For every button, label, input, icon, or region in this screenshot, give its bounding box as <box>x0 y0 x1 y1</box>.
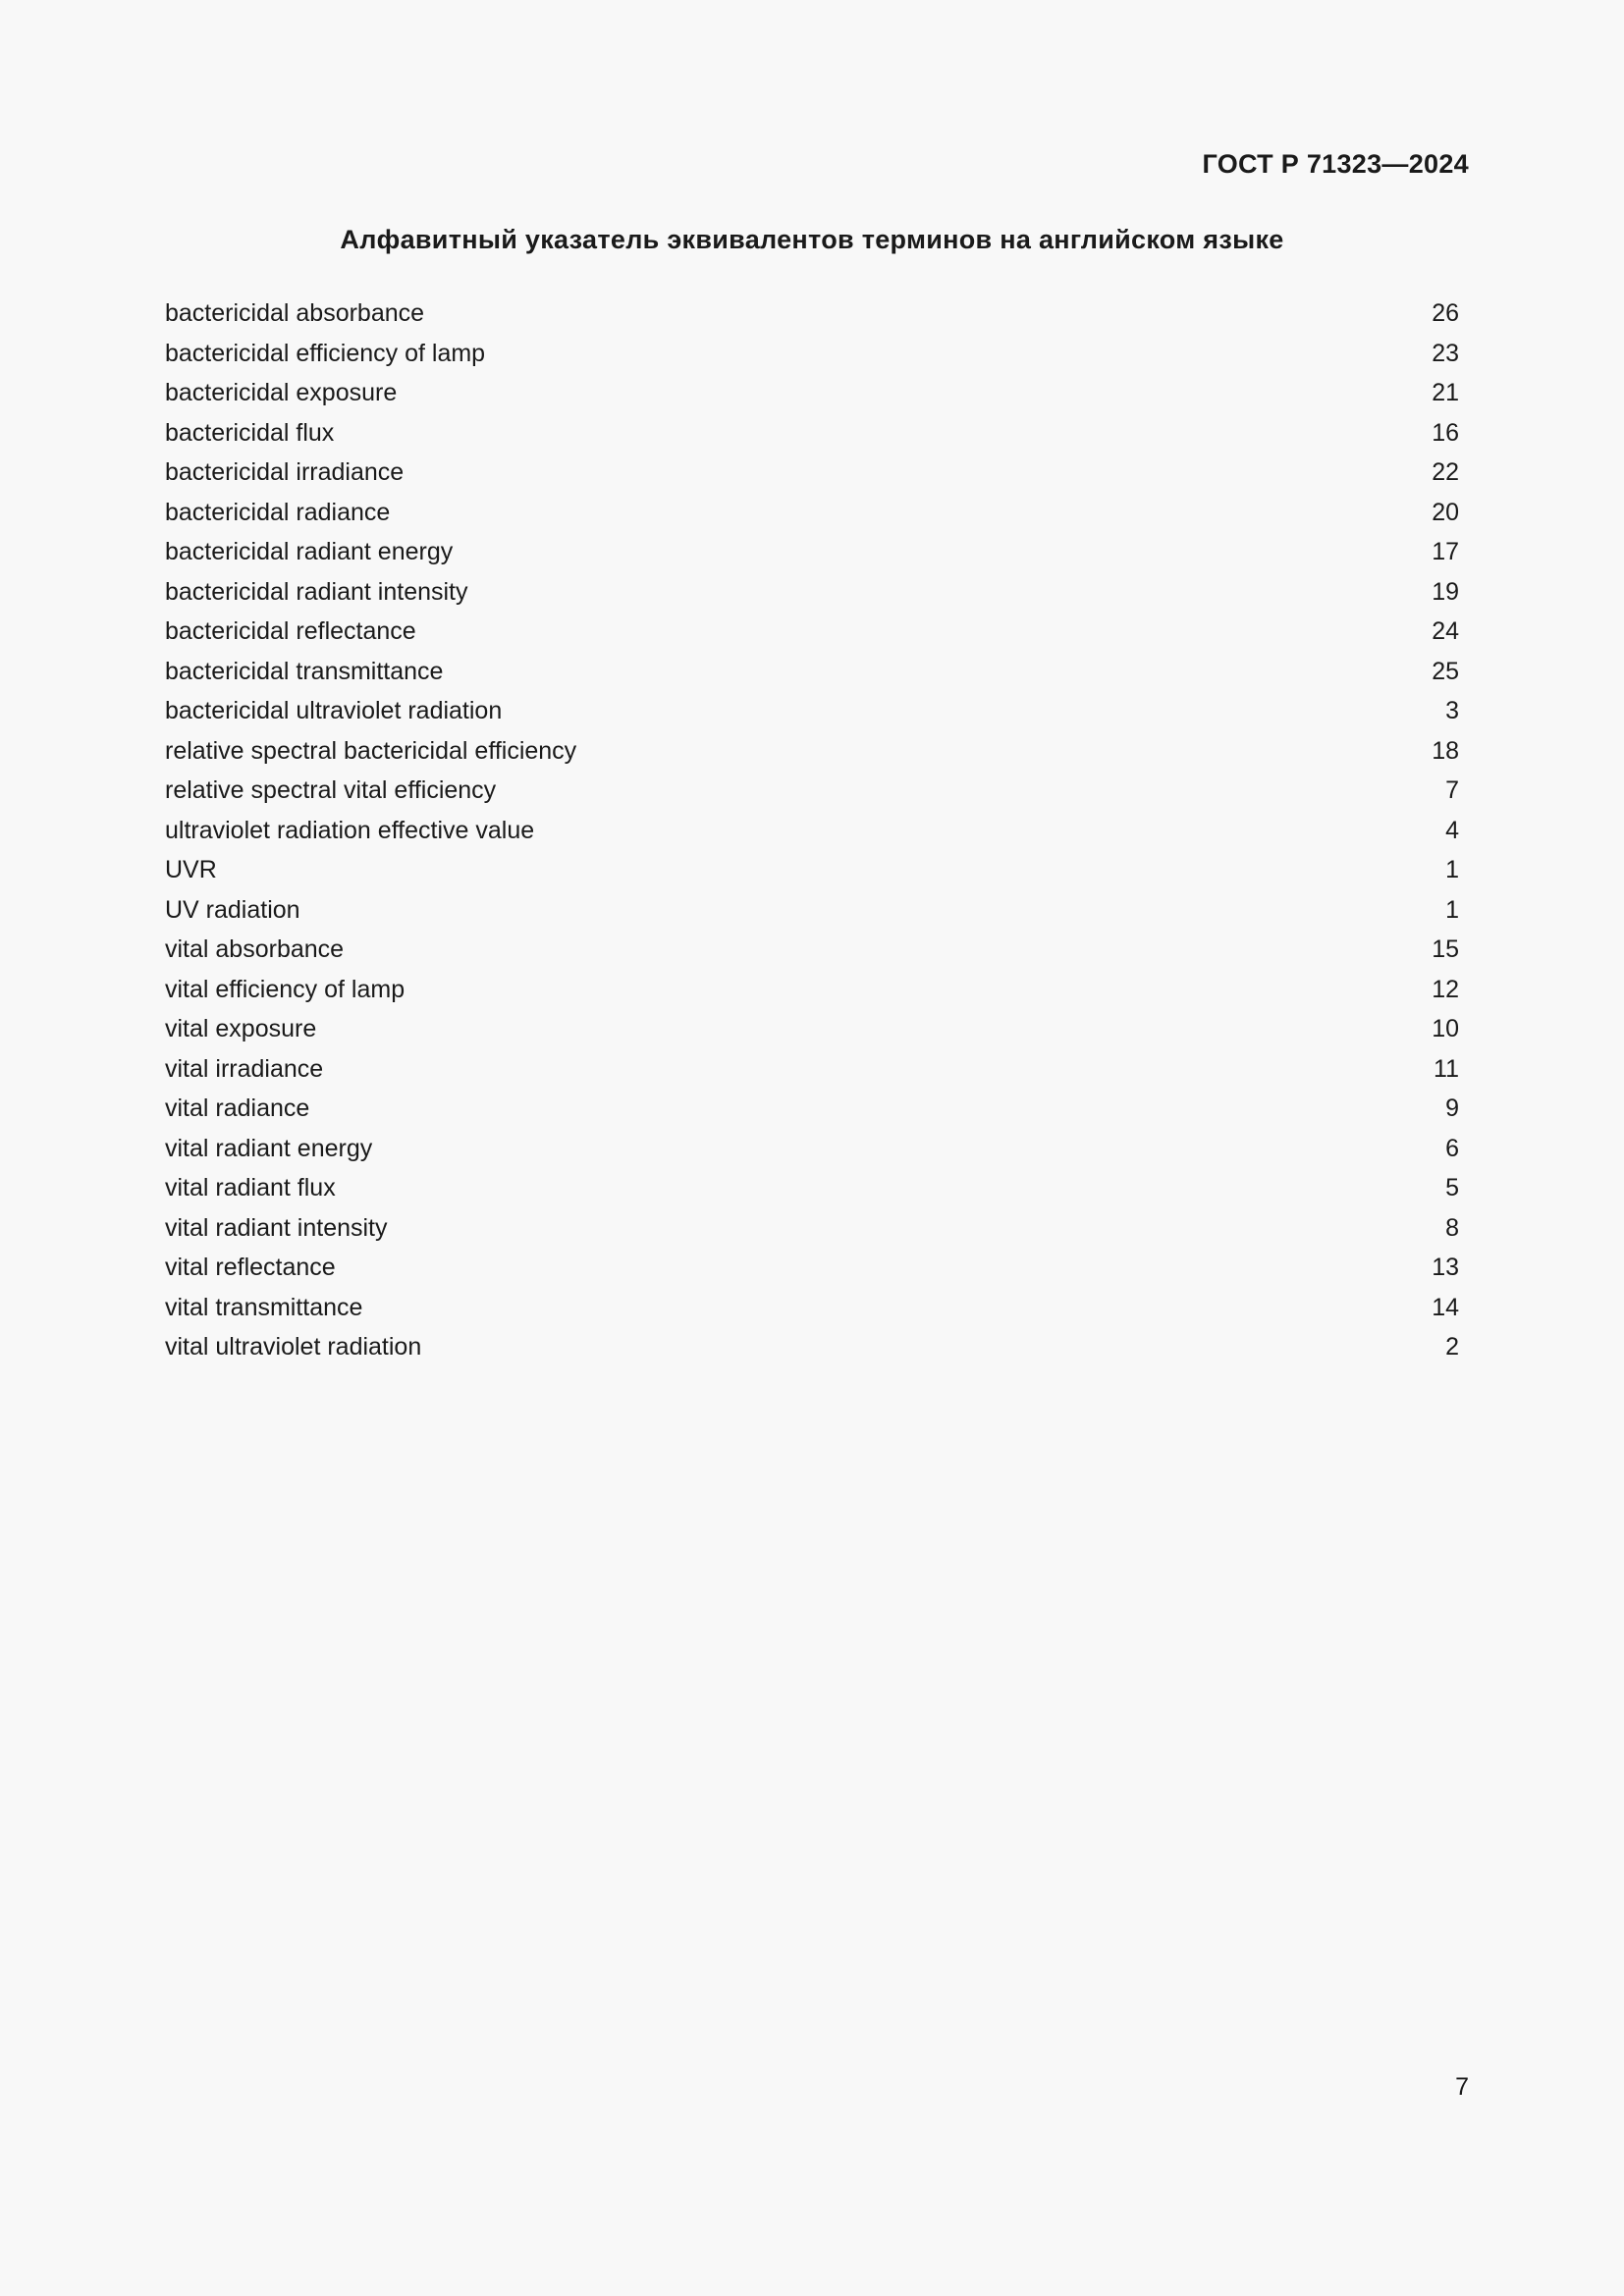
index-entry <box>165 655 1459 695</box>
index-term: vital ultraviolet radiation <box>165 1333 422 1361</box>
index-term: relative spectral vital efficiency <box>165 776 497 804</box>
index-term: bactericidal absorbance <box>165 299 425 327</box>
index-entry <box>165 734 1459 774</box>
index-number: 8 <box>1445 1213 1459 1242</box>
index-entry <box>165 1012 1459 1052</box>
index-number: 5 <box>1445 1174 1459 1201</box>
index-term: UVR <box>165 856 217 883</box>
page-number: 7 <box>1455 2073 1469 2101</box>
index-entry <box>165 1211 1459 1252</box>
index-term: vital reflectance <box>165 1254 336 1281</box>
index-number: 13 <box>1432 1254 1459 1281</box>
index-entry <box>165 1251 1459 1291</box>
index-entry <box>165 376 1459 416</box>
index-number: 15 <box>1432 935 1459 963</box>
index-entry <box>165 774 1459 814</box>
index-number: 23 <box>1432 339 1459 367</box>
index-list <box>165 296 1459 1370</box>
index-number: 1 <box>1445 856 1459 883</box>
index-entry <box>165 496 1459 536</box>
index-number: 9 <box>1445 1095 1459 1122</box>
index-number: 17 <box>1432 538 1459 565</box>
index-number: 4 <box>1445 816 1459 844</box>
index-term: bactericidal ultraviolet radiation <box>165 697 503 724</box>
index-number: 22 <box>1432 458 1459 486</box>
index-entry <box>165 694 1459 734</box>
index-entry <box>165 973 1459 1013</box>
index-term: vital efficiency of lamp <box>165 975 406 1003</box>
document-code: ГОСТ Р 71323—2024 <box>1202 149 1469 179</box>
index-entry <box>165 614 1459 655</box>
index-term: UV radiation <box>165 895 300 924</box>
index-number: 24 <box>1432 617 1459 645</box>
index-title: Алфавитный указатель эквивалентов терминов на английском языке <box>340 225 1284 254</box>
index-number: 16 <box>1432 418 1459 447</box>
index-number: 6 <box>1445 1134 1459 1162</box>
index-term: bactericidal flux <box>165 418 335 447</box>
index-entry <box>165 814 1459 854</box>
index-term: bactericidal radiant energy <box>165 538 454 565</box>
index-number: 26 <box>1432 299 1459 327</box>
index-number: 10 <box>1432 1015 1459 1042</box>
index-entry <box>165 575 1459 615</box>
index-number: 14 <box>1432 1293 1459 1321</box>
index-entry <box>165 1092 1459 1132</box>
index-term: ultraviolet radiation effective value <box>165 816 535 844</box>
index-entry <box>165 1171 1459 1211</box>
index-number: 12 <box>1432 975 1459 1003</box>
index-number: 7 <box>1445 776 1459 804</box>
index-number: 11 <box>1434 1054 1459 1083</box>
index-term: bactericidal reflectance <box>165 617 416 645</box>
index-term: bactericidal irradiance <box>165 458 405 486</box>
index-entry <box>165 1052 1459 1093</box>
index-term: vital transmittance <box>165 1293 363 1321</box>
index-term: bactericidal exposure <box>165 379 398 406</box>
index-term: bactericidal transmittance <box>165 657 444 685</box>
index-term: bactericidal radiance <box>165 498 391 526</box>
index-number: 20 <box>1432 498 1459 526</box>
index-number: 21 <box>1432 379 1459 406</box>
index-term: bactericidal radiant intensity <box>165 577 468 606</box>
index-entry <box>165 416 1459 456</box>
index-entry <box>165 1291 1459 1331</box>
index-entry <box>165 337 1459 377</box>
index-number: 18 <box>1432 736 1459 765</box>
index-number: 19 <box>1432 577 1459 606</box>
index-term: vital irradiance <box>165 1054 324 1083</box>
index-term: vital radiance <box>165 1095 310 1122</box>
index-number: 25 <box>1432 657 1459 685</box>
index-number: 2 <box>1445 1333 1459 1361</box>
index-term: bactericidal efficiency of lamp <box>165 339 486 367</box>
index-entry <box>165 853 1459 893</box>
index-term: vital radiant flux <box>165 1174 336 1201</box>
index-entry <box>165 893 1459 934</box>
index-entry <box>165 933 1459 973</box>
index-term: vital exposure <box>165 1015 317 1042</box>
index-term: relative spectral bactericidal efficiency <box>165 736 577 765</box>
index-term: vital radiant intensity <box>165 1213 388 1242</box>
index-entry <box>165 535 1459 575</box>
index-entry <box>165 1132 1459 1172</box>
index-term: vital absorbance <box>165 935 345 963</box>
index-number: 1 <box>1445 895 1459 924</box>
index-entry <box>165 296 1459 337</box>
index-term: vital radiant energy <box>165 1134 373 1162</box>
index-number: 3 <box>1445 697 1459 724</box>
index-entry <box>165 455 1459 496</box>
index-entry <box>165 1330 1459 1370</box>
